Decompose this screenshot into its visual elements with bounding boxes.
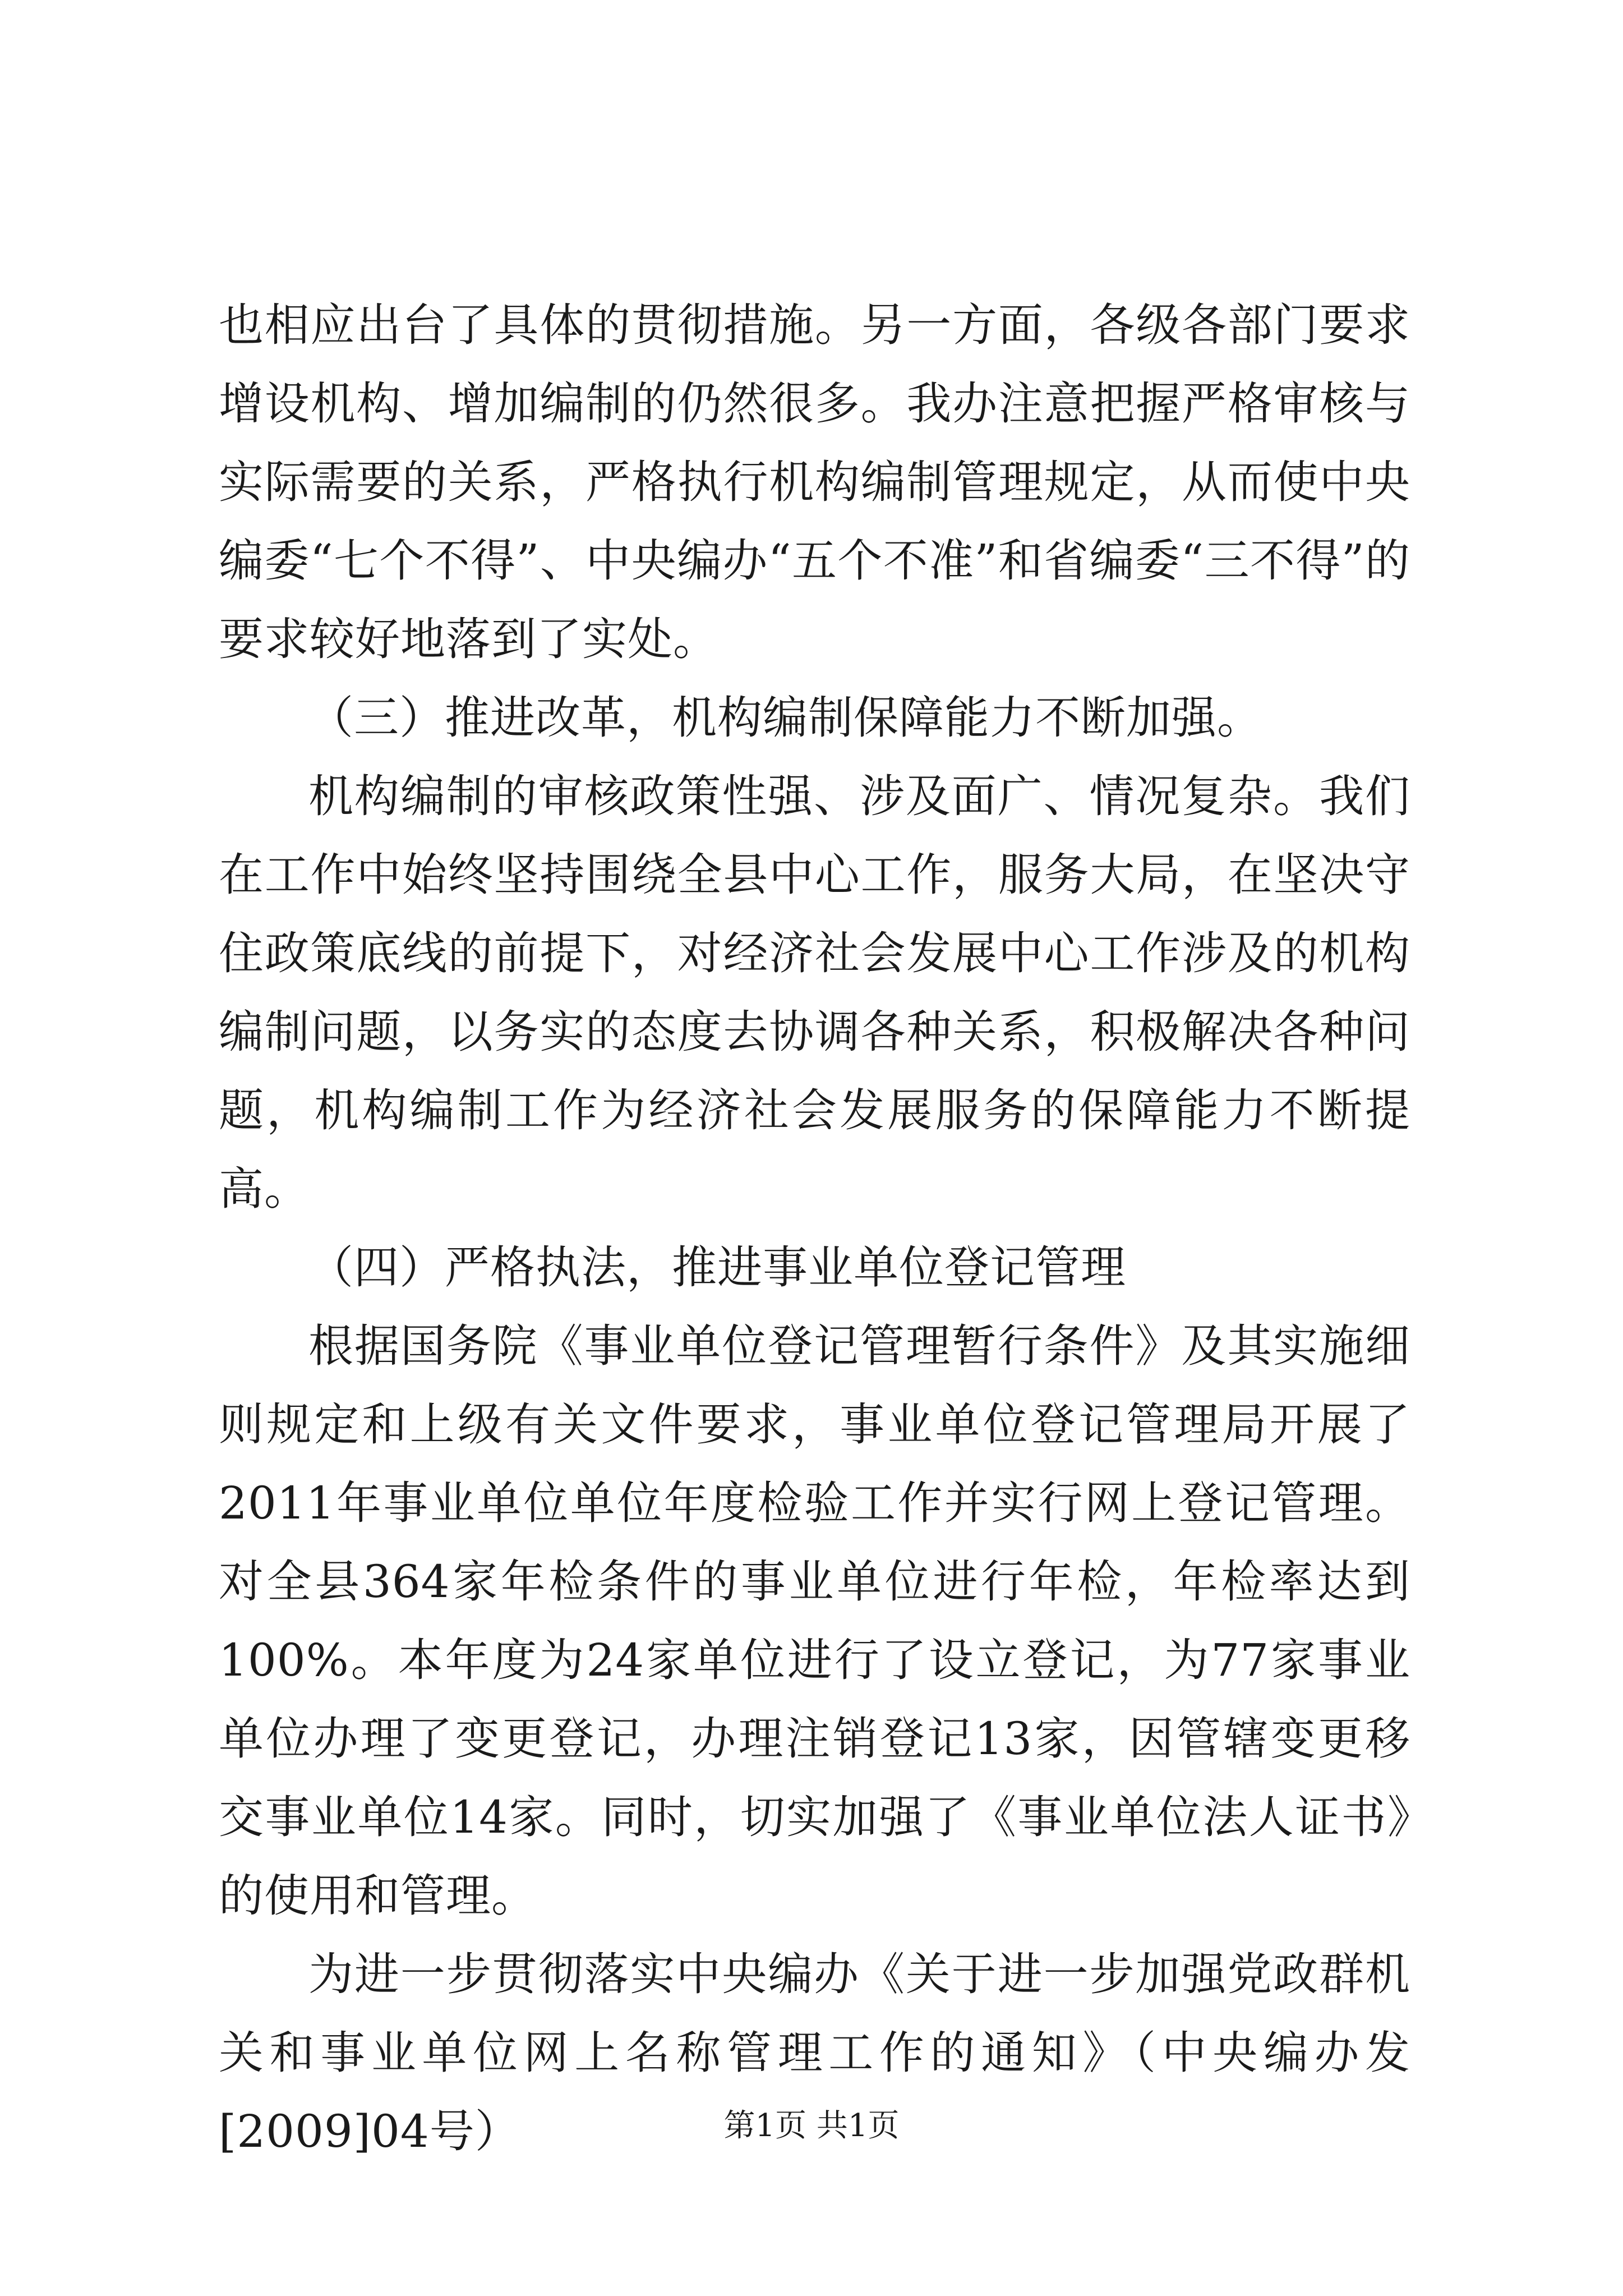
paragraph-body: 机构编制的审核政策性强、涉及面广、情况复杂。我们在工作中始终坚持围绕全县中心工作，服务大局，在坚决守住政策底线的前提下，对经济社会发展中心工作涉及的机构编制问题，以务实的态度去协调各种关系，积极解决各种问题，机构编制工作为经济社会发展服务的保障能力不断提高。 xyxy=(219,770,1410,1215)
paragraph-body: 根据国务院《事业单位登记管理暂行条件》及其实施细则规定和上级有关文件要求，事业单位登记管理局开展了2011年事业单位单位年度检验工作并实行网上登记管理。对全县364家年检条件的事业单位进行年检，年检率达到100%。本年度为24家单位进行了设立登记，为77家事业单位办理了变更登记，办理注销登记13家，因管辖变更移交事业单位14家。同时，切实加强了《事业单位法人证书》的使用和管理。 xyxy=(219,1320,1410,1922)
document-body xyxy=(219,286,1410,2171)
section-heading-3: （三）推进改革，机构编制保障能力不断加强。 xyxy=(308,692,1262,744)
paragraph-body: 为进一步贯彻落实中央编办《关于进一步加强党政群机关和事业单位网上名称管理工作的通知》（中央编办发[2009]04号） xyxy=(219,1948,1410,2157)
section-heading-4: （四）严格执法，推进事业单位登记管理 xyxy=(308,1241,1126,1294)
page-footer: 第1页 共1页 xyxy=(723,2108,900,2144)
paragraph-continuation: 也相应出台了具体的贯彻措施。另一方面，各级各部门要求增设机构、增加编制的仍然很多。我办注意把握严格审核与实际需要的关系，严格执行机构编制管理规定，从而使中央编委“七个不得”、中央编办“五个不准”和省编委“三不得”的要求较好地落到了实处。 xyxy=(219,299,1410,665)
